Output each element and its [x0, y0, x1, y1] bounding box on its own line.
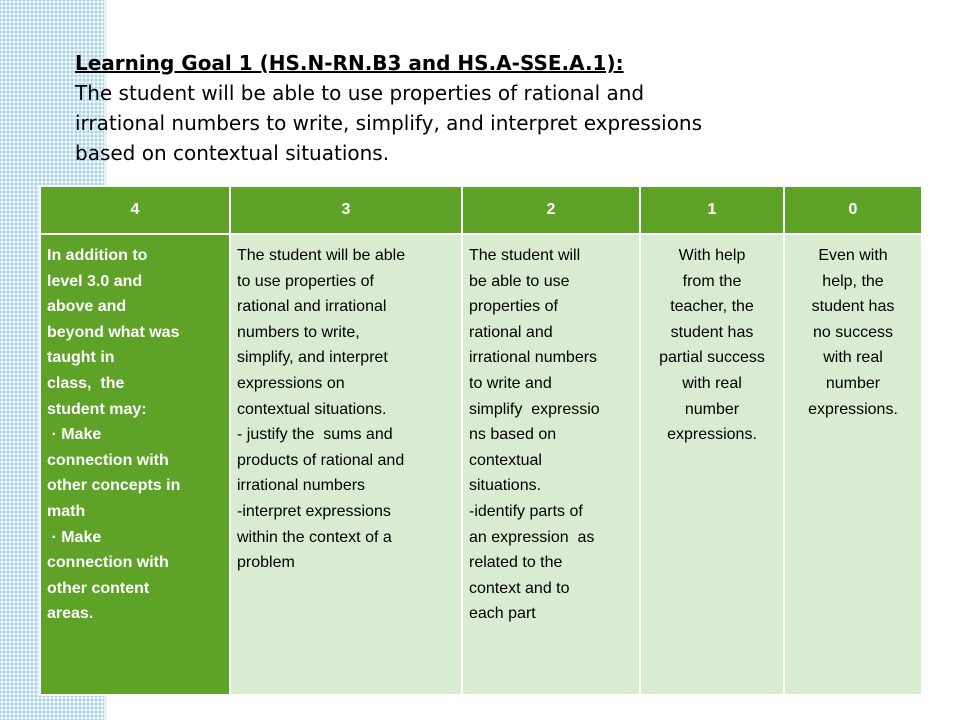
cell-text-line: irrational numbers	[469, 349, 598, 367]
level-3-description	[230, 234, 462, 695]
level-1-description	[640, 234, 784, 695]
cell-text-line: within the context of a	[237, 528, 392, 546]
cell-text-line: connection with	[47, 451, 169, 469]
cell-text-line: with real	[823, 349, 883, 367]
cell-text-line: be able to use	[469, 272, 570, 290]
cell-text-line: related to the	[469, 554, 563, 572]
header-level-1: 1	[640, 186, 784, 234]
level-4-description	[40, 234, 230, 695]
learning-goal-text-line: The student will be able to use properties of rational and	[75, 81, 645, 105]
learning-goal-text-line: irrational numbers to write, simplify, and interpret expressions	[75, 111, 703, 135]
cell-text-line: With help	[678, 247, 746, 264]
cell-text-line: number	[825, 374, 881, 392]
cell-text-line: · Make	[47, 528, 102, 546]
cell-text-line: simplify expressio	[469, 400, 600, 418]
cell-text-line: other concepts in	[47, 477, 181, 495]
cell-text-line: class, the	[47, 374, 125, 392]
cell-text-line: taught in	[47, 349, 115, 367]
cell-text-line: beyond what was	[47, 323, 180, 341]
cell-text-line: an expression as	[469, 528, 595, 546]
cell-text-line: properties of	[469, 298, 558, 316]
cell-text-line: In addition to	[47, 247, 148, 264]
cell-text-line: from the	[682, 272, 742, 290]
header-level-3: 3	[230, 186, 462, 234]
cell-text-line: expressions on	[237, 374, 345, 392]
cell-text-line: math	[47, 502, 86, 520]
cell-text-line: number	[684, 400, 740, 418]
rubric-header-row	[40, 186, 922, 234]
cell-text-line: ns based on	[469, 426, 557, 444]
learning-goal	[75, 48, 875, 168]
cell-text-line: student has	[811, 298, 895, 316]
cell-text-line: expressions.	[808, 400, 898, 418]
cell-text-line: context and to	[469, 579, 570, 597]
cell-text-line: numbers to write,	[237, 323, 360, 341]
cell-text-line: rational and irrational	[237, 298, 387, 316]
cell-text-line: student may:	[47, 400, 147, 418]
cell-text-line: rational and	[469, 323, 553, 341]
rubric-table	[39, 185, 923, 696]
cell-text-line: problem	[237, 554, 295, 572]
cell-text-line: simplify, and interpret	[237, 349, 388, 367]
level-0-description	[784, 234, 922, 695]
cell-text-line: above and	[47, 298, 127, 316]
cell-text-line: with real	[682, 374, 742, 392]
cell-text-line: no success	[812, 323, 894, 341]
cell-text-line: contextual	[469, 451, 542, 469]
cell-text-line: expressions.	[667, 426, 757, 444]
cell-text-line: partial success	[659, 349, 765, 367]
cell-text-line: areas.	[47, 605, 94, 623]
header-level-0: 0	[784, 186, 922, 234]
cell-text-line: to write and	[469, 374, 552, 392]
rubric-body-row	[40, 234, 922, 695]
cell-text-line: - justify the sums and	[237, 426, 393, 444]
cell-text-line: connection with	[47, 554, 169, 572]
cell-text-line: The student will be able	[237, 247, 406, 264]
cell-text-line: level 3.0 and	[47, 272, 143, 290]
cell-text-line: each part	[469, 605, 536, 623]
cell-text-line: student has	[670, 323, 754, 341]
cell-text-line: Even with	[818, 247, 888, 264]
cell-text-line: -interpret expressions	[237, 502, 391, 520]
cell-text-line: -identify parts of	[469, 502, 583, 520]
level-2-description	[462, 234, 640, 695]
cell-text-line: contextual situations.	[237, 400, 387, 418]
cell-text-line: other content	[47, 579, 150, 597]
cell-text-line: products of rational and	[237, 451, 405, 469]
cell-text-line: irrational numbers	[237, 477, 366, 495]
learning-goal-text-line: based on contextual situations.	[75, 141, 390, 165]
cell-text-line: to use properties of	[237, 272, 374, 290]
cell-text-line: help, the	[822, 272, 884, 290]
learning-goal-heading: Learning Goal 1 (HS.N-RN.B3 and HS.A-SSE.A.1):	[75, 51, 624, 75]
cell-text-line: teacher, the	[670, 298, 754, 316]
cell-text-line: situations.	[469, 477, 542, 495]
header-level-2: 2	[462, 186, 640, 234]
header-level-4: 4	[40, 186, 230, 234]
cell-text-line: The student will	[469, 247, 581, 264]
cell-text-line: · Make	[47, 426, 102, 444]
